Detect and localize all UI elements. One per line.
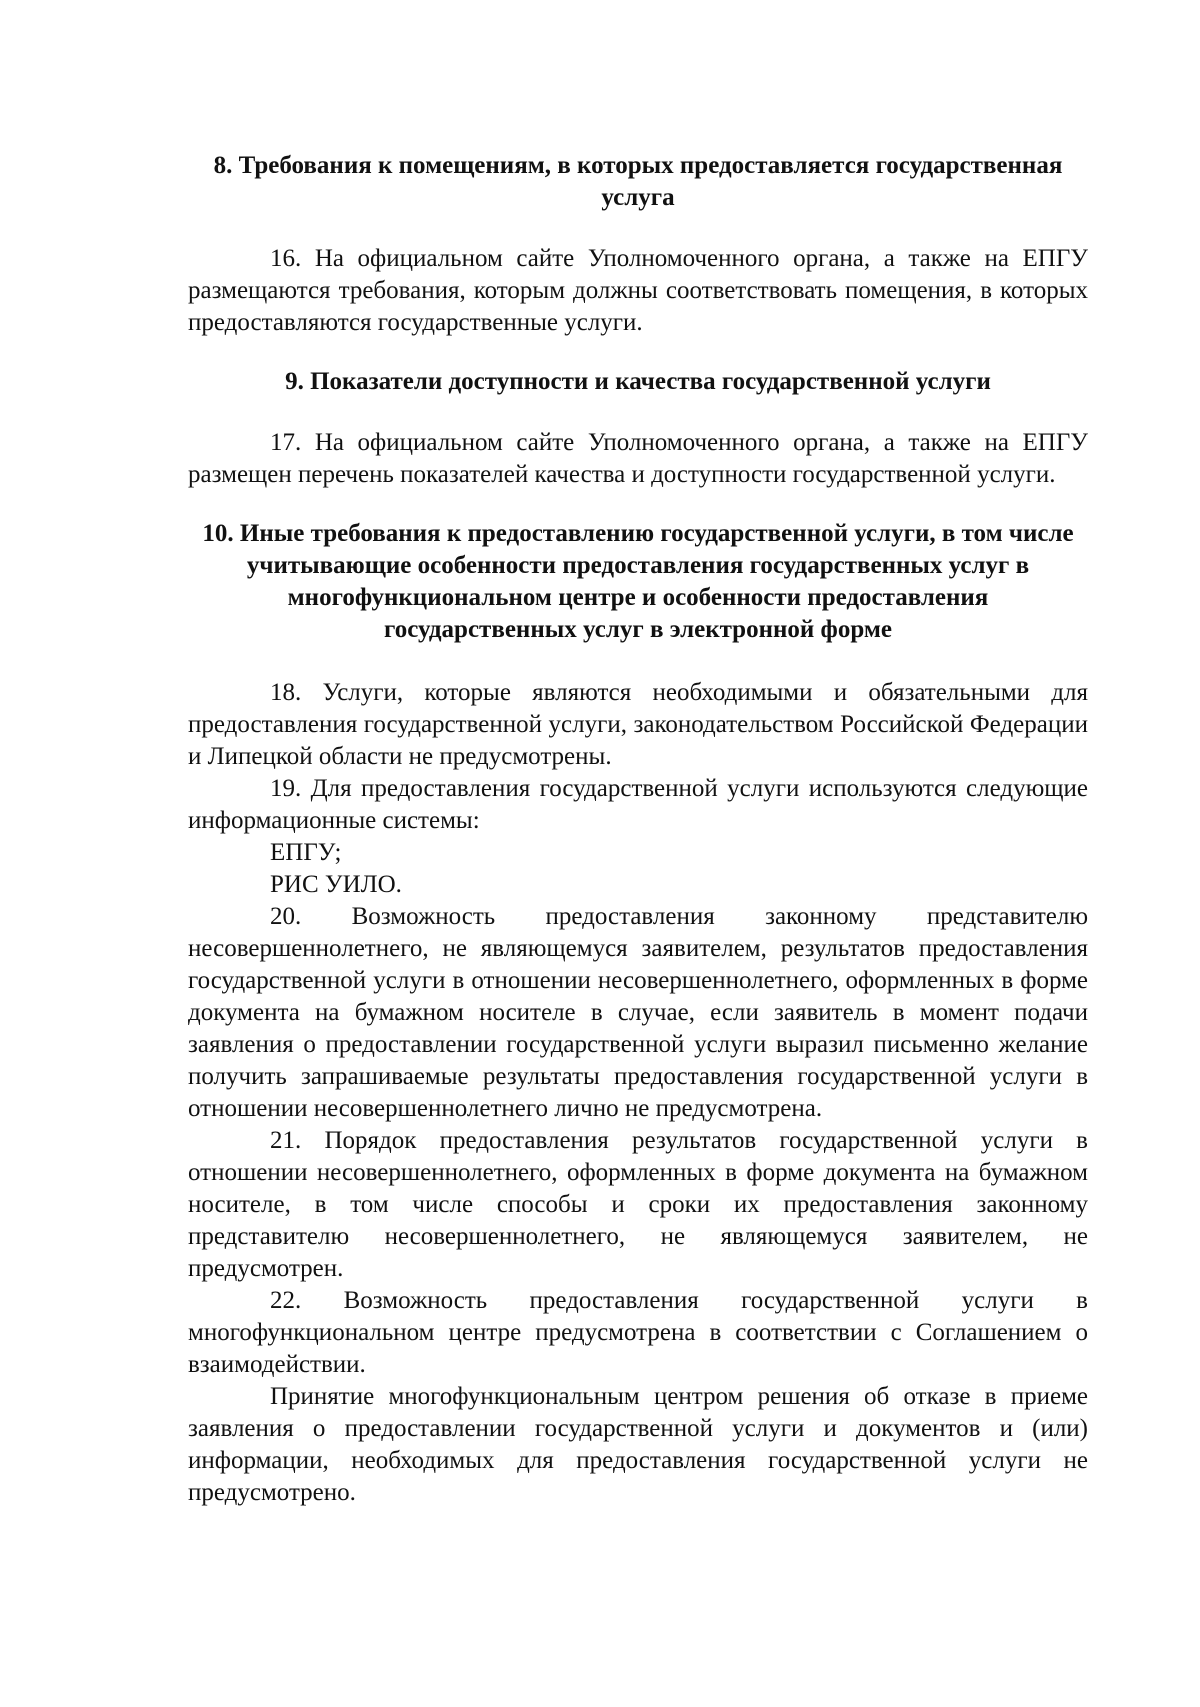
section-10-heading: 10. Иные требования к предоставлению государственной услуги, в том числе учитывающие особенности предоставления государственных услуг в многофункциональном центре и особенности предоставления государственных услуг в электронной форме [202, 520, 1074, 643]
paragraph-19: 19. Для предоставления государственной услуги используются следующие информационные системы: [188, 775, 1088, 834]
paragraph-20: 20. Возможность предоставления законному представителю несовершеннолетнего, не являющемуся заявителем, результатов предоставления государственной услуги в отношении несовершеннолетнего, оформленных в форме документа на бумажном носителе в случае, если заявитель в момент подачи заявления о предоставлении государственной услуги выразил письменно желание получить запрашиваемые результаты предоставления государственной услуги в отношении несовершеннолетнего лично не предусмотрена. [188, 903, 1088, 1122]
paragraph-22: 22. Возможность предоставления государственной услуги в многофункциональном центре предусмотрена в соответствии с Соглашением о взаимодействии. [188, 1287, 1088, 1378]
paragraph-18: 18. Услуги, которые являются необходимыми и обязательными для предоставления государственной услуги, законодательством Российской Федерации и Липецкой области не предусмотрены. [188, 679, 1088, 770]
section-8-heading: 8. Требования к помещениям, в которых предоставляется государственная услуга [213, 152, 1063, 211]
paragraph-16: 16. На официальном сайте Уполномоченного органа, а также на ЕПГУ размещаются требования, которым должны соответствовать помещения, в которых предоставляются государственные услуги. [188, 245, 1088, 336]
paragraph-22-continuation: Принятие многофункциональным центром решения об отказе в приеме заявления о предоставлении государственной услуги и документов и (или) информации, необходимых для предоставления государственной услуги не предусмотрено. [188, 1383, 1088, 1506]
paragraph-21: 21. Порядок предоставления результатов государственной услуги в отношении несовершеннолетнего, оформленных в форме документа на бумажном носителе, в том числе способы и сроки их предоставления законному представителю несовершеннолетнего, не являющемуся заявителем, не предусмотрен. [188, 1127, 1088, 1282]
paragraph-17: 17. На официальном сайте Уполномоченного органа, а также на ЕПГУ размещен перечень показателей качества и доступности государственной услуги. [188, 429, 1088, 488]
system-item: ЕПГУ; [270, 839, 342, 866]
system-item: РИС УИЛО. [270, 871, 402, 898]
section-9-heading: 9. Показатели доступности и качества государственной услуги [285, 368, 991, 395]
